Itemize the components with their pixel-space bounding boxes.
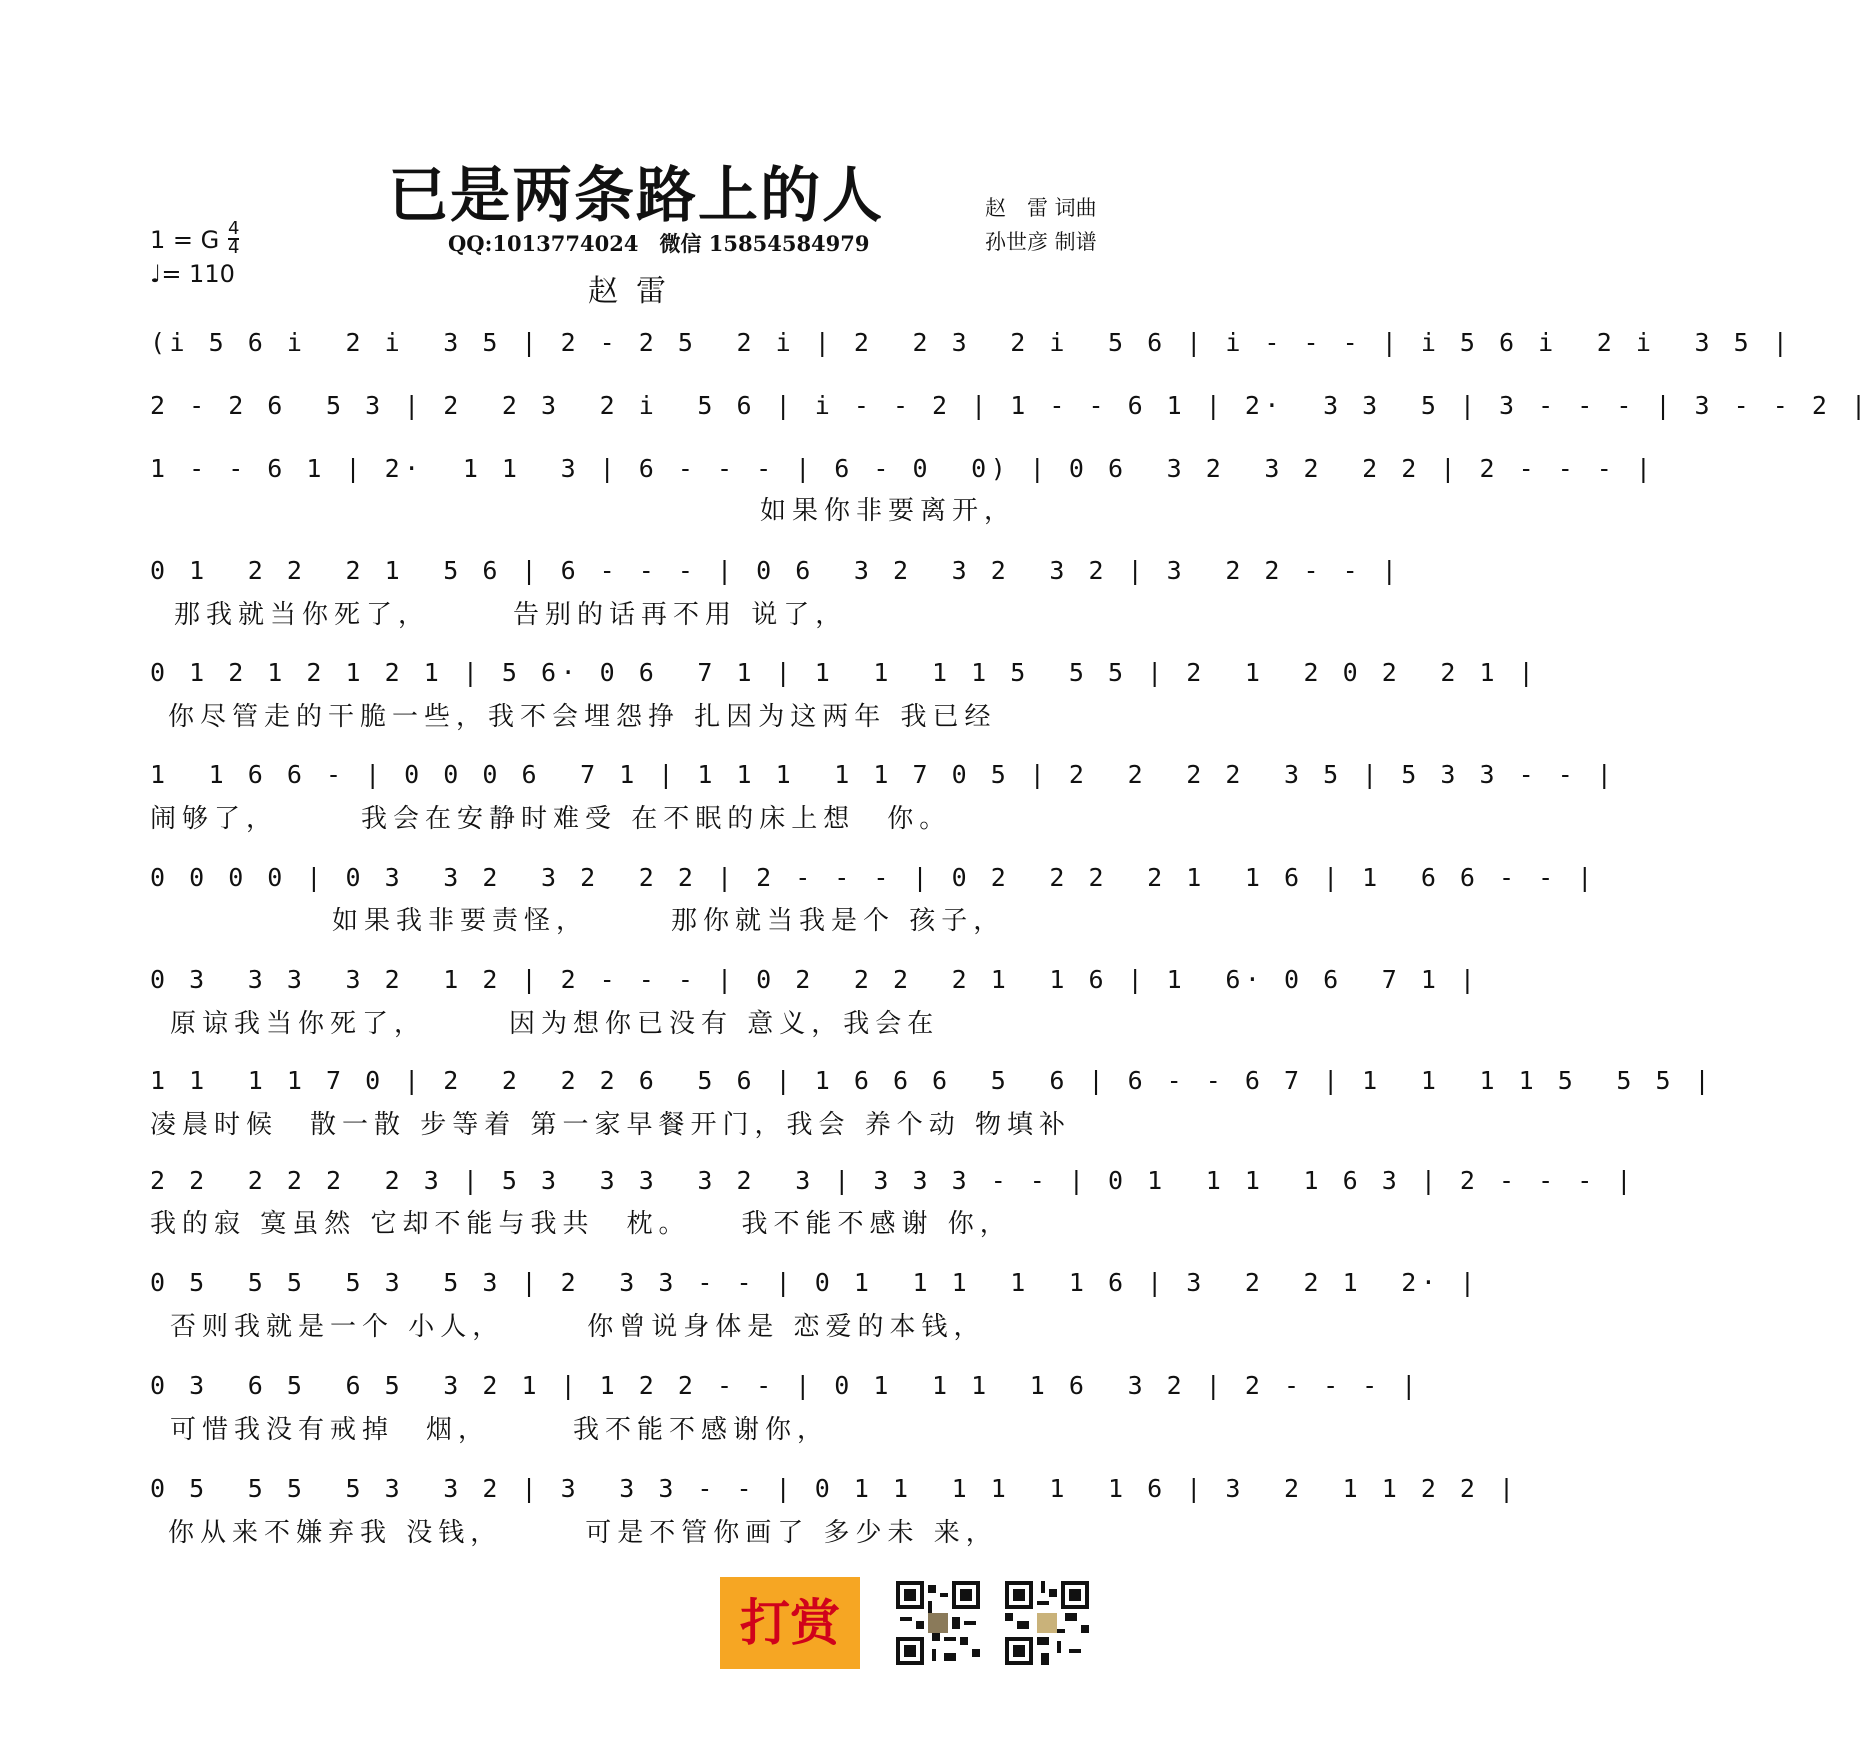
score-lyric-line: 那我就当你死了， 告别的话再不用 说了， xyxy=(174,600,848,630)
singer-name: 赵雷 xyxy=(588,274,684,309)
time-signature xyxy=(228,218,240,258)
time-signature-bottom: 4 xyxy=(228,237,240,258)
qr-code-icon xyxy=(1005,1581,1089,1665)
score-lyric-line: 否则我就是一个 小人， 你曾说身体是 恋爱的本钱， xyxy=(170,1312,986,1342)
qr-code-icon xyxy=(896,1581,980,1665)
score-lyric-line: 我的寂 寞虽然 它却不能与我共 枕。 我不能不感谢 你， xyxy=(150,1209,1012,1239)
time-signature-top: 4 xyxy=(228,218,240,239)
credit-lyrics-music: 赵 雷 词曲 xyxy=(985,196,1097,220)
score-music-line: 2 2 2 2 2 2 3 | 5 3 3 3 3 2 3 | 3 3 3 - - | 0 1 1 1 1 6 3 | 2 - - - | xyxy=(150,1166,1636,1195)
score-lyric-line: 闹够了， 我会在安静时难受 在不眠的床上想 你。 xyxy=(150,804,952,834)
score-lyric-line: 原谅我当你死了， 因为想你已没有 意义，我会在 xyxy=(170,1009,940,1039)
score-music-line: 0 5 5 5 5 3 5 3 | 2 3 3 - - | 0 1 1 1 1 1 6 | 3 2 2 1 2· | xyxy=(150,1268,1480,1297)
score-music-line: 1 - - 6 1 | 2· 1 1 3 | 6 - - - | 6 - 0 0) | 0 6 3 2 3 2 2 2 | 2 - - - | xyxy=(150,454,1656,483)
key-signature: 1 = G xyxy=(150,226,220,254)
song-title: 已是两条路上的人 xyxy=(388,161,884,231)
score-lyric-line: 你尽管走的干脆一些，我不会埋怨挣 扎因为这两年 我已经 xyxy=(168,702,997,732)
score-music-line: 0 5 5 5 5 3 3 2 | 3 3 3 - - | 0 1 1 1 1 1 1 6 | 3 2 1 1 2 2 | xyxy=(150,1474,1519,1503)
score-music-line: 0 1 2 1 2 1 2 1 | 5 6· 0 6 7 1 | 1 1 1 1 5 5 5 | 2 1 2 0 2 2 1 | xyxy=(150,658,1539,687)
credit-transcriber: 孙世彦 制谱 xyxy=(985,230,1097,254)
contact-info: QQ:1013774024 微信 15854584979 xyxy=(448,231,870,256)
tempo-marking: ♩= 110 xyxy=(150,260,235,288)
reward-button[interactable]: 打赏 xyxy=(720,1577,860,1669)
score-lyric-line: 凌晨时候 散一散 步等着 第一家早餐开门，我会 养个动 物填补 xyxy=(150,1110,1072,1140)
score-music-line: 0 3 3 3 3 2 1 2 | 2 - - - | 0 2 2 2 2 1 1 6 | 1 6· 0 6 7 1 | xyxy=(150,965,1480,994)
score-lyric-line: 如果你非要离开， xyxy=(760,496,1017,526)
score-music-line: 2 - 2 6 5 3 | 2 2 3 2 i 5 6 | i - - 2 | 1 - - 6 1 | 2· 3 3 5 | 3 - - - | 3 - - 2 | xyxy=(150,391,1871,420)
score-music-line: 1 1 1 1 7 0 | 2 2 2 2 6 5 6 | 1 6 6 6 5 6 | 6 - - 6 7 | 1 1 1 1 5 5 5 | xyxy=(150,1066,1715,1095)
score-lyric-line: 可惜我没有戒掉 烟， 我不能不感谢你， xyxy=(170,1415,830,1445)
score-lyric-line: 如果我非要责怪， 那你就当我是个 孩子， xyxy=(300,906,1006,936)
score-music-line: 0 1 2 2 2 1 5 6 | 6 - - - | 0 6 3 2 3 2 3 2 | 3 2 2 - - | xyxy=(150,556,1402,585)
score-music-line: 0 3 6 5 6 5 3 2 1 | 1 2 2 - - | 0 1 1 1 1 6 3 2 | 2 - - - | xyxy=(150,1371,1421,1400)
score-lyric-line: 你从来不嫌弃我 没钱， 可是不管你画了 多少未 来， xyxy=(168,1518,998,1548)
score-music-line: 0 0 0 0 | 0 3 3 2 3 2 2 2 | 2 - - - | 0 2 2 2 2 1 1 6 | 1 6 6 - - | xyxy=(150,863,1597,892)
score-music-line: (i 5 6 i 2 i 3 5 | 2 - 2 5 2 i | 2 2 3 2 i 5 6 | i - - - | i 5 6 i 2 i 3 5 | xyxy=(150,328,1793,357)
score-music-line: 1 1 6 6 - | 0 0 0 6 7 1 | 1 1 1 1 1 7 0 5 | 2 2 2 2 3 5 | 5 3 3 - - | xyxy=(150,760,1617,789)
